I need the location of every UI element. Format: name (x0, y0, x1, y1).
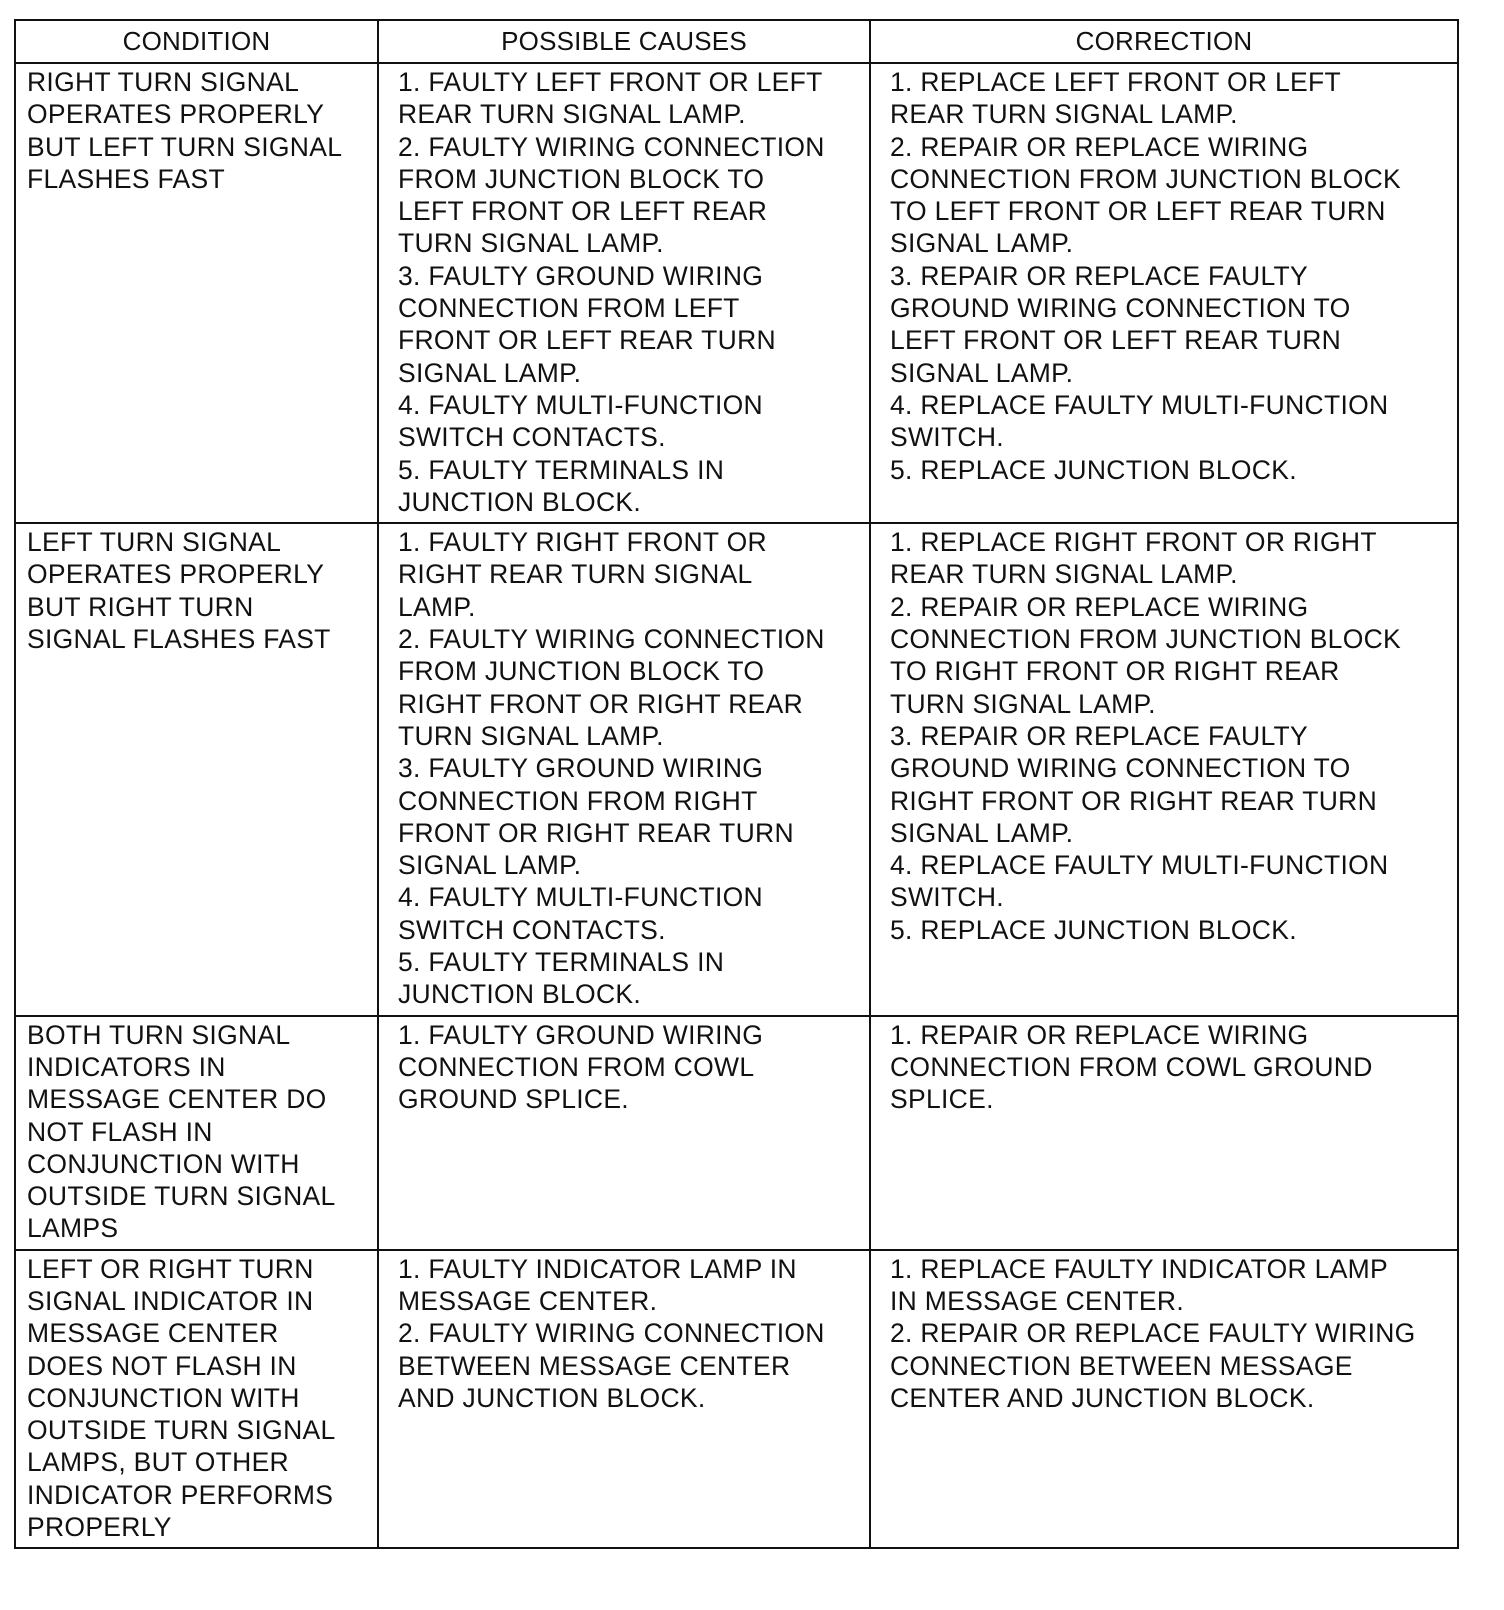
cell-text-line: MESSAGE CENTER. (398, 1285, 658, 1316)
cell-text-line: CENTER AND JUNCTION BLOCK. (890, 1382, 1315, 1413)
cell-text-line: FROM JUNCTION BLOCK TO (398, 163, 765, 194)
cell-text-line: 2. REPAIR OR REPLACE WIRING (890, 131, 1309, 162)
cell-text-line: TURN SIGNAL LAMP. (398, 228, 664, 259)
cell-text-line: 5. FAULTY TERMINALS IN (398, 454, 725, 485)
cell-text-line: NOT FLASH IN (27, 1116, 213, 1147)
cell-text-line: SIGNAL LAMP. (398, 850, 582, 881)
table-body (15, 63, 1458, 1548)
condition-cell (15, 1250, 378, 1549)
cell-text-line: 2. REPAIR OR REPLACE WIRING (890, 591, 1309, 622)
cell-text-line: CONNECTION FROM JUNCTION BLOCK (890, 624, 1402, 655)
condition-cell (15, 523, 378, 1015)
cell-text-line: CONNECTION FROM RIGHT (398, 785, 758, 816)
cell-text-line: LEFT OR RIGHT TURN (27, 1253, 314, 1284)
cell-text-line: LEFT FRONT OR LEFT REAR (398, 196, 768, 227)
cell-text-line: INDICATORS IN (27, 1051, 226, 1082)
cell-text-line: SIGNAL LAMP. (890, 817, 1074, 848)
cell-text-line: RIGHT REAR TURN SIGNAL (398, 559, 753, 590)
cell-text-line: 4. REPLACE FAULTY MULTI-FUNCTION (890, 850, 1389, 881)
cell-text-line: 1. FAULTY INDICATOR LAMP IN (398, 1253, 797, 1284)
cell-text-line: RIGHT TURN SIGNAL (27, 67, 300, 97)
cell-text-line: OPERATES PROPERLY (27, 99, 325, 130)
cell-text-line: 1. FAULTY GROUND WIRING (398, 1019, 764, 1050)
cell-text-line: FRONT OR RIGHT REAR TURN (398, 817, 794, 848)
cell-text-line: MESSAGE CENTER DO (27, 1084, 327, 1115)
cell-text-line: PROPERLY (27, 1512, 172, 1543)
table-row (15, 1016, 1458, 1250)
cell-text-line: RIGHT FRONT OR RIGHT REAR (398, 688, 804, 719)
cell-text-line: 1. REPLACE LEFT FRONT OR LEFT (890, 67, 1341, 97)
cell-text-line: SWITCH. (890, 882, 1004, 913)
cell-text-line: SWITCH CONTACTS. (398, 422, 666, 453)
cell-text-line: TO RIGHT FRONT OR RIGHT REAR (890, 656, 1340, 687)
cell-text-line: 5. FAULTY TERMINALS IN (398, 947, 725, 978)
cell-text-line: 1. REPLACE RIGHT FRONT OR RIGHT (890, 527, 1377, 558)
cell-text-line: TO LEFT FRONT OR LEFT REAR TURN (890, 196, 1386, 227)
possible-causes-cell (378, 63, 870, 523)
cell-text-line: INDICATOR PERFORMS (27, 1479, 334, 1510)
cell-text-line: GROUND WIRING CONNECTION TO (890, 753, 1351, 784)
cell-text-line: BOTH TURN SIGNAL (27, 1019, 291, 1050)
cell-text-line: 5. REPLACE JUNCTION BLOCK. (890, 914, 1297, 945)
cell-text-line: SIGNAL LAMP. (890, 357, 1074, 388)
cell-text-line: LEFT TURN SIGNAL (27, 527, 282, 558)
header-possible-causes: POSSIBLE CAUSES (378, 20, 870, 63)
table-row (15, 1250, 1458, 1549)
cell-text-line: SIGNAL LAMP. (890, 228, 1074, 259)
cell-text-line: CONNECTION FROM COWL GROUND (890, 1051, 1373, 1082)
cell-text-line: OUTSIDE TURN SIGNAL (27, 1181, 336, 1212)
cell-text-line: RIGHT FRONT OR RIGHT REAR TURN (890, 785, 1378, 816)
cell-text-line: LAMPS (27, 1213, 119, 1244)
cell-text-line: SIGNAL INDICATOR IN (27, 1285, 314, 1316)
cell-text-line: 3. FAULTY GROUND WIRING (398, 260, 764, 291)
cell-text-line: 1. FAULTY LEFT FRONT OR LEFT (398, 67, 823, 97)
cell-text-line: FROM JUNCTION BLOCK TO (398, 656, 765, 687)
cell-text-line: BETWEEN MESSAGE CENTER (398, 1350, 791, 1381)
cell-text-line: REAR TURN SIGNAL LAMP. (398, 99, 746, 130)
cell-text-line: SWITCH CONTACTS. (398, 914, 666, 945)
cell-text-line: 2. FAULTY WIRING CONNECTION (398, 131, 825, 162)
header-correction: CORRECTION (870, 20, 1458, 63)
cell-text-line: LAMP. (398, 591, 476, 622)
correction-cell (870, 1250, 1458, 1549)
cell-text-line: 4. FAULTY MULTI-FUNCTION (398, 389, 763, 420)
cell-text-line: 5. REPLACE JUNCTION BLOCK. (890, 454, 1297, 485)
table-row (15, 523, 1458, 1015)
cell-text-line: SIGNAL LAMP. (398, 357, 582, 388)
header-row (15, 20, 1458, 63)
cell-text-line: 2. REPAIR OR REPLACE FAULTY WIRING (890, 1318, 1416, 1349)
correction-cell (870, 1016, 1458, 1250)
possible-causes-cell (378, 1250, 870, 1549)
cell-text-line: LEFT FRONT OR LEFT REAR TURN (890, 325, 1342, 356)
cell-text-line: DOES NOT FLASH IN (27, 1350, 297, 1381)
cell-text-line: 1. REPLACE FAULTY INDICATOR LAMP (890, 1253, 1389, 1284)
cell-text-line: 2. FAULTY WIRING CONNECTION (398, 624, 825, 655)
cell-text-line: 3. REPAIR OR REPLACE FAULTY (890, 260, 1308, 291)
correction-cell (870, 63, 1458, 523)
cell-text-line: LAMPS, BUT OTHER (27, 1447, 289, 1478)
cell-text-line: JUNCTION BLOCK. (398, 979, 642, 1010)
condition-cell (15, 63, 378, 523)
condition-cell (15, 1016, 378, 1250)
cell-text-line: 3. FAULTY GROUND WIRING (398, 753, 764, 784)
cell-text-line: GROUND SPLICE. (398, 1084, 629, 1115)
possible-causes-cell (378, 523, 870, 1015)
cell-text-line: FLASHES FAST (27, 163, 225, 194)
cell-text-line: CONJUNCTION WITH (27, 1382, 300, 1413)
possible-causes-cell (378, 1016, 870, 1250)
cell-text-line: BUT RIGHT TURN (27, 591, 254, 622)
cell-text-line: TURN SIGNAL LAMP. (890, 688, 1156, 719)
cell-text-line: CONNECTION BETWEEN MESSAGE (890, 1350, 1353, 1381)
cell-text-line: CONNECTION FROM JUNCTION BLOCK (890, 163, 1402, 194)
cell-text-line: JUNCTION BLOCK. (398, 486, 642, 517)
cell-text-line: IN MESSAGE CENTER. (890, 1285, 1185, 1316)
cell-text-line: FRONT OR LEFT REAR TURN (398, 325, 776, 356)
cell-text-line: 1. FAULTY RIGHT FRONT OR (398, 527, 767, 558)
cell-text-line: SWITCH. (890, 422, 1004, 453)
cell-text-line: CONNECTION FROM LEFT (398, 293, 740, 324)
cell-text-line: REAR TURN SIGNAL LAMP. (890, 99, 1238, 130)
cell-text-line: 1. REPAIR OR REPLACE WIRING (890, 1019, 1309, 1050)
cell-text-line: 4. FAULTY MULTI-FUNCTION (398, 882, 763, 913)
cell-text-line: OPERATES PROPERLY (27, 559, 325, 590)
cell-text-line: CONJUNCTION WITH (27, 1148, 300, 1179)
correction-cell (870, 523, 1458, 1015)
cell-text-line: 3. REPAIR OR REPLACE FAULTY (890, 720, 1308, 751)
header-condition: CONDITION (15, 20, 378, 63)
cell-text-line: SIGNAL FLASHES FAST (27, 624, 331, 655)
cell-text-line: AND JUNCTION BLOCK. (398, 1382, 706, 1413)
cell-text-line: 4. REPLACE FAULTY MULTI-FUNCTION (890, 389, 1389, 420)
cell-text-line: SPLICE. (890, 1084, 994, 1115)
cell-text-line: 2. FAULTY WIRING CONNECTION (398, 1318, 825, 1349)
cell-text-line: CONNECTION FROM COWL (398, 1051, 755, 1082)
cell-text-line: TURN SIGNAL LAMP. (398, 720, 664, 751)
table-row (15, 63, 1458, 523)
diagnosis-table (14, 19, 1459, 1549)
cell-text-line: OUTSIDE TURN SIGNAL (27, 1415, 336, 1446)
cell-text-line: REAR TURN SIGNAL LAMP. (890, 559, 1238, 590)
cell-text-line: MESSAGE CENTER (27, 1318, 279, 1349)
cell-text-line: BUT LEFT TURN SIGNAL (27, 131, 343, 162)
cell-text-line: GROUND WIRING CONNECTION TO (890, 293, 1351, 324)
